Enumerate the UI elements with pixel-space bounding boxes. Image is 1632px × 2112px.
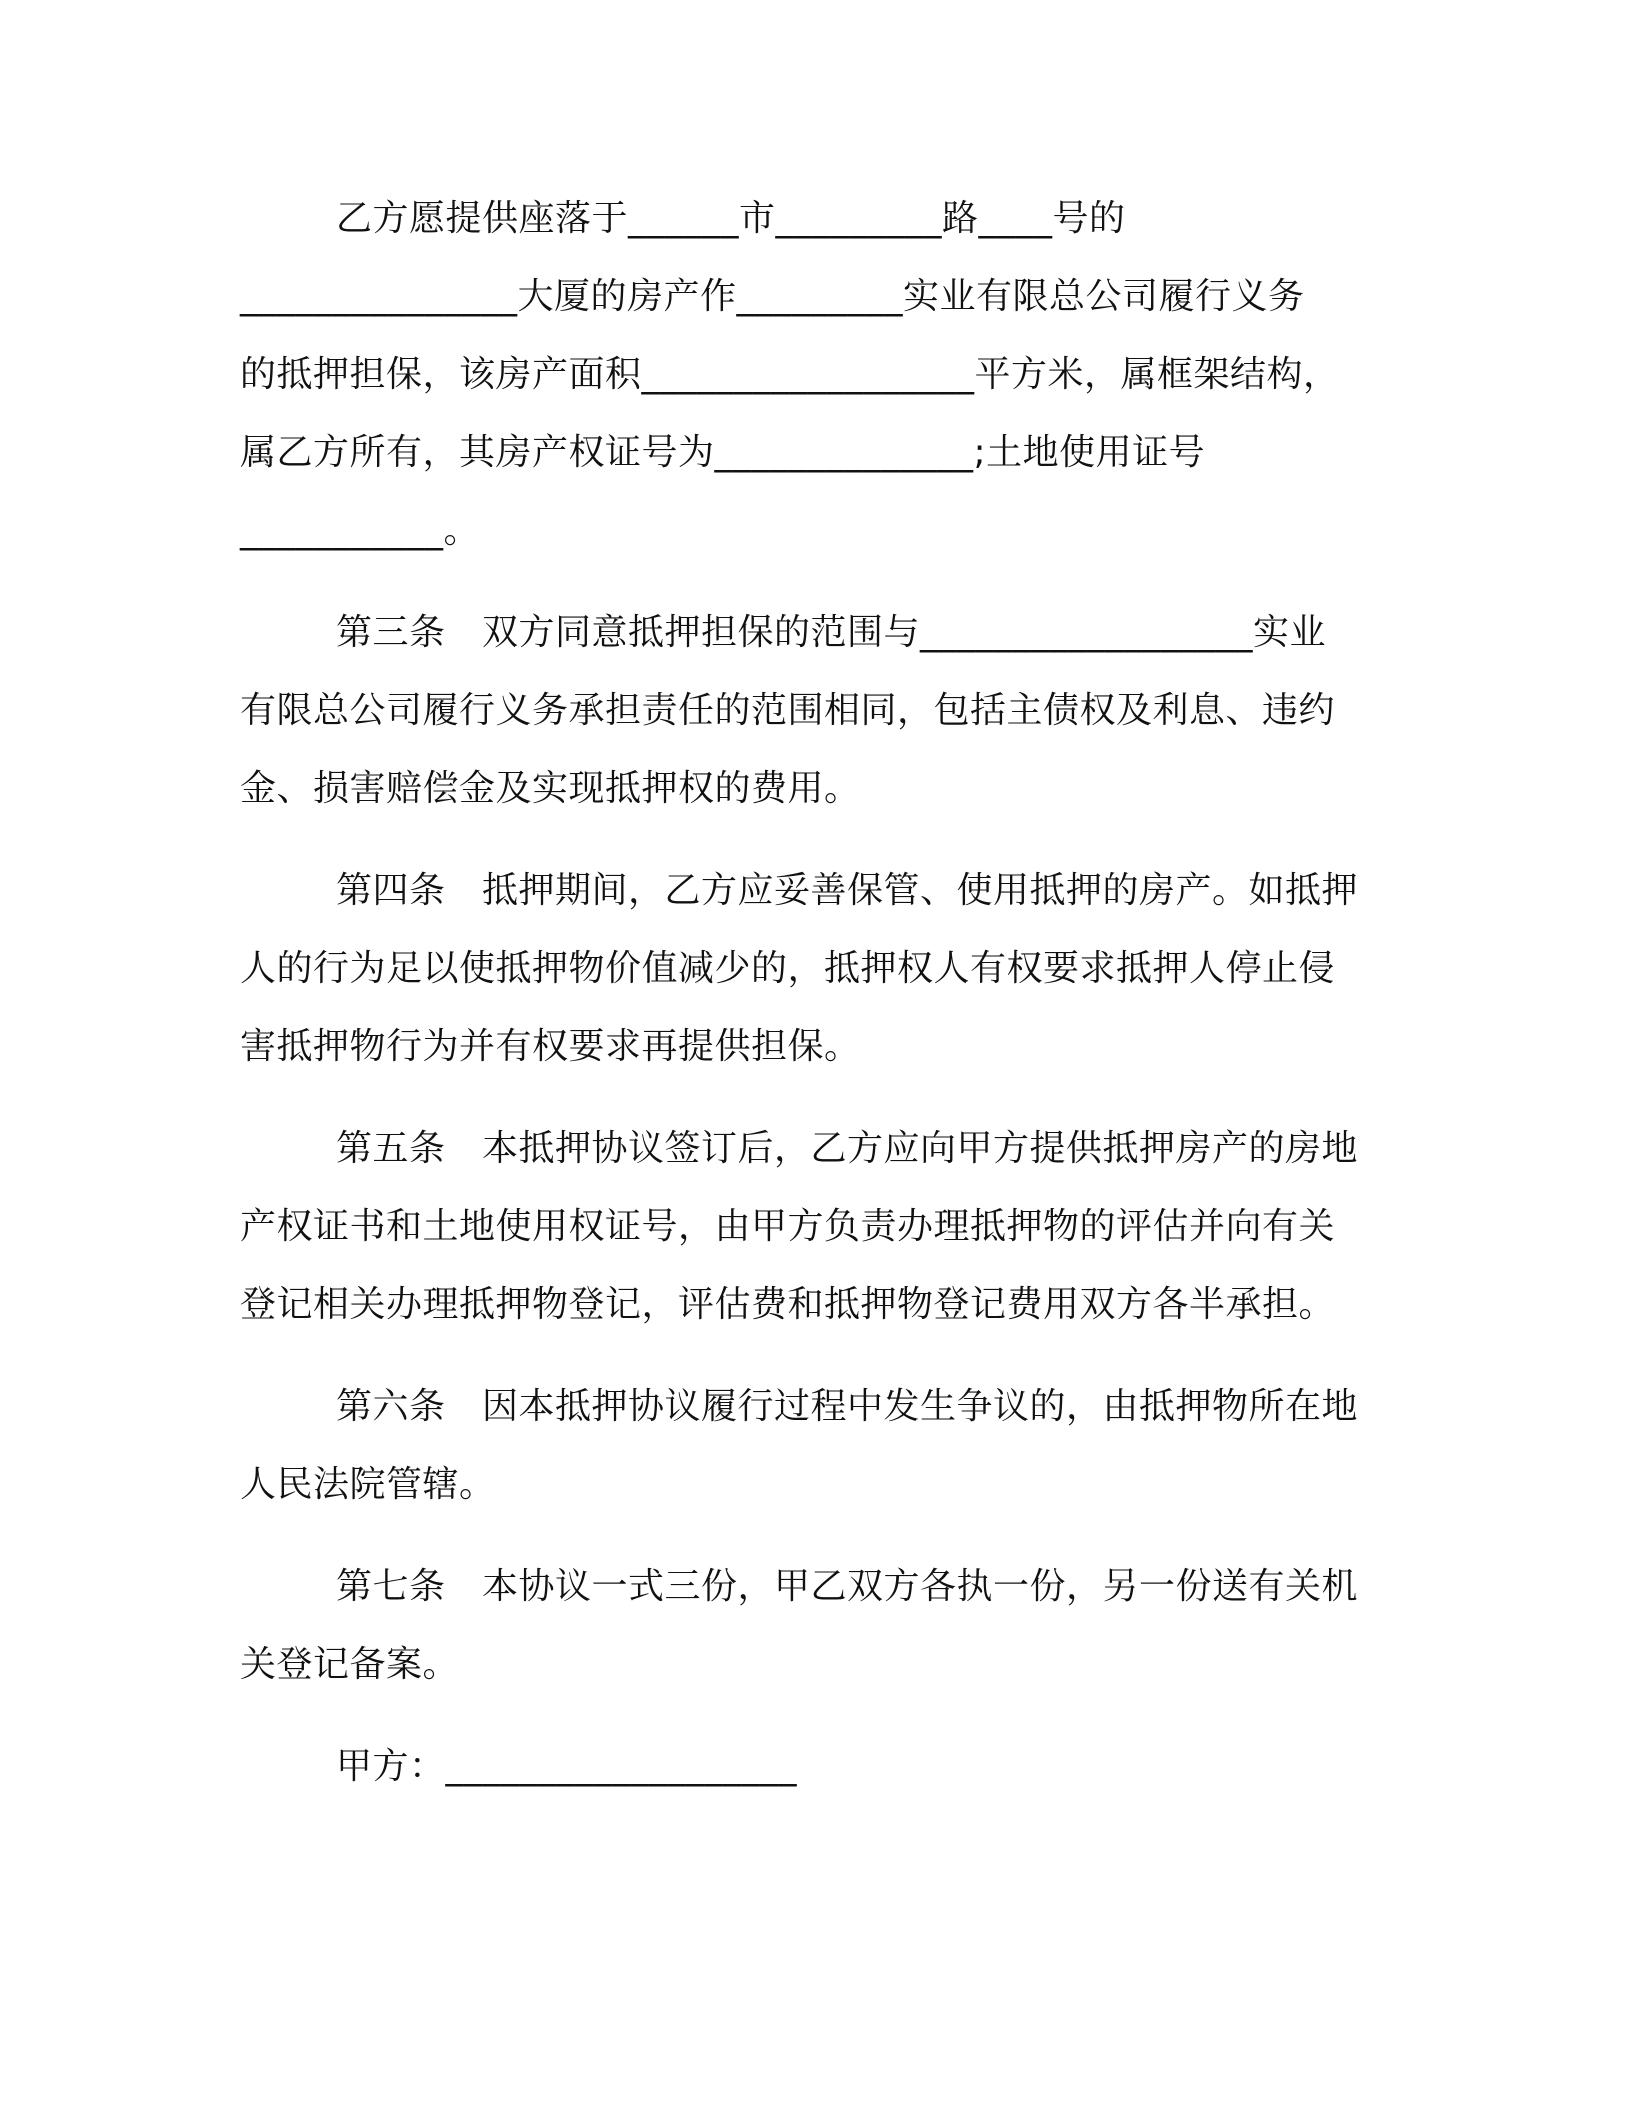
party-a-signature <box>240 1728 1390 1806</box>
paragraph-line: 害抵押物行为并有权要求再提供担保。 <box>240 1026 861 1067</box>
paragraph-line: 属乙方所有，其房产权证号为______________;土地使用证号 <box>240 432 1206 473</box>
paragraph-line: 登记相关办理抵押物登记，评估费和抵押物登记费用双方各半承担。 <box>240 1284 1336 1325</box>
paragraph-line: 第五条 本抵押协议签订后，乙方应向甲方提供抵押房产的房地 <box>336 1128 1359 1169</box>
paragraph-line: _______________大厦的房产作_________实业有限总公司履行义务 <box>240 276 1305 317</box>
article-5 <box>240 1110 1390 1344</box>
article-7 <box>240 1548 1390 1704</box>
paragraph-line: 产权证书和土地使用权证号，由甲方负责办理抵押物的评估并向有关 <box>240 1206 1336 1247</box>
paragraph-line: 第四条 抵押期间，乙方应妥善保管、使用抵押的房产。如抵押 <box>336 870 1359 911</box>
article-6 <box>240 1368 1390 1524</box>
paragraph-mortgage-property <box>240 180 1390 570</box>
paragraph-line: ___________。 <box>240 510 481 551</box>
paragraph-line: 的抵押担保，该房产面积__________________平方米，属框架结构， <box>240 354 1340 395</box>
paragraph-line: 人民法院管辖。 <box>240 1464 496 1505</box>
article-3 <box>240 594 1390 828</box>
paragraph-line: 乙方愿提供座落于______市_________路____号的 <box>336 198 1126 239</box>
paragraph-line: 有限总公司履行义务承担责任的范围相同，包括主债权及利息、违约 <box>240 690 1336 731</box>
paragraph-line: 第七条 本协议一式三份，甲乙双方各执一份，另一份送有关机 <box>336 1566 1359 1607</box>
paragraph-line: 第六条 因本抵押协议履行过程中发生争议的，由抵押物所在地 <box>336 1386 1359 1427</box>
paragraph-line: 关登记备案。 <box>240 1644 460 1685</box>
paragraph-line: 第三条 双方同意抵押担保的范围与__________________实业 <box>336 612 1327 653</box>
article-4 <box>240 852 1390 1086</box>
paragraph-line: 金、损害赔偿金及实现抵押权的费用。 <box>240 768 861 809</box>
paragraph-line: 人的行为足以使抵押物价值减少的，抵押权人有权要求抵押人停止侵 <box>240 948 1336 989</box>
party-a-line: 甲方：___________________ <box>336 1746 798 1787</box>
